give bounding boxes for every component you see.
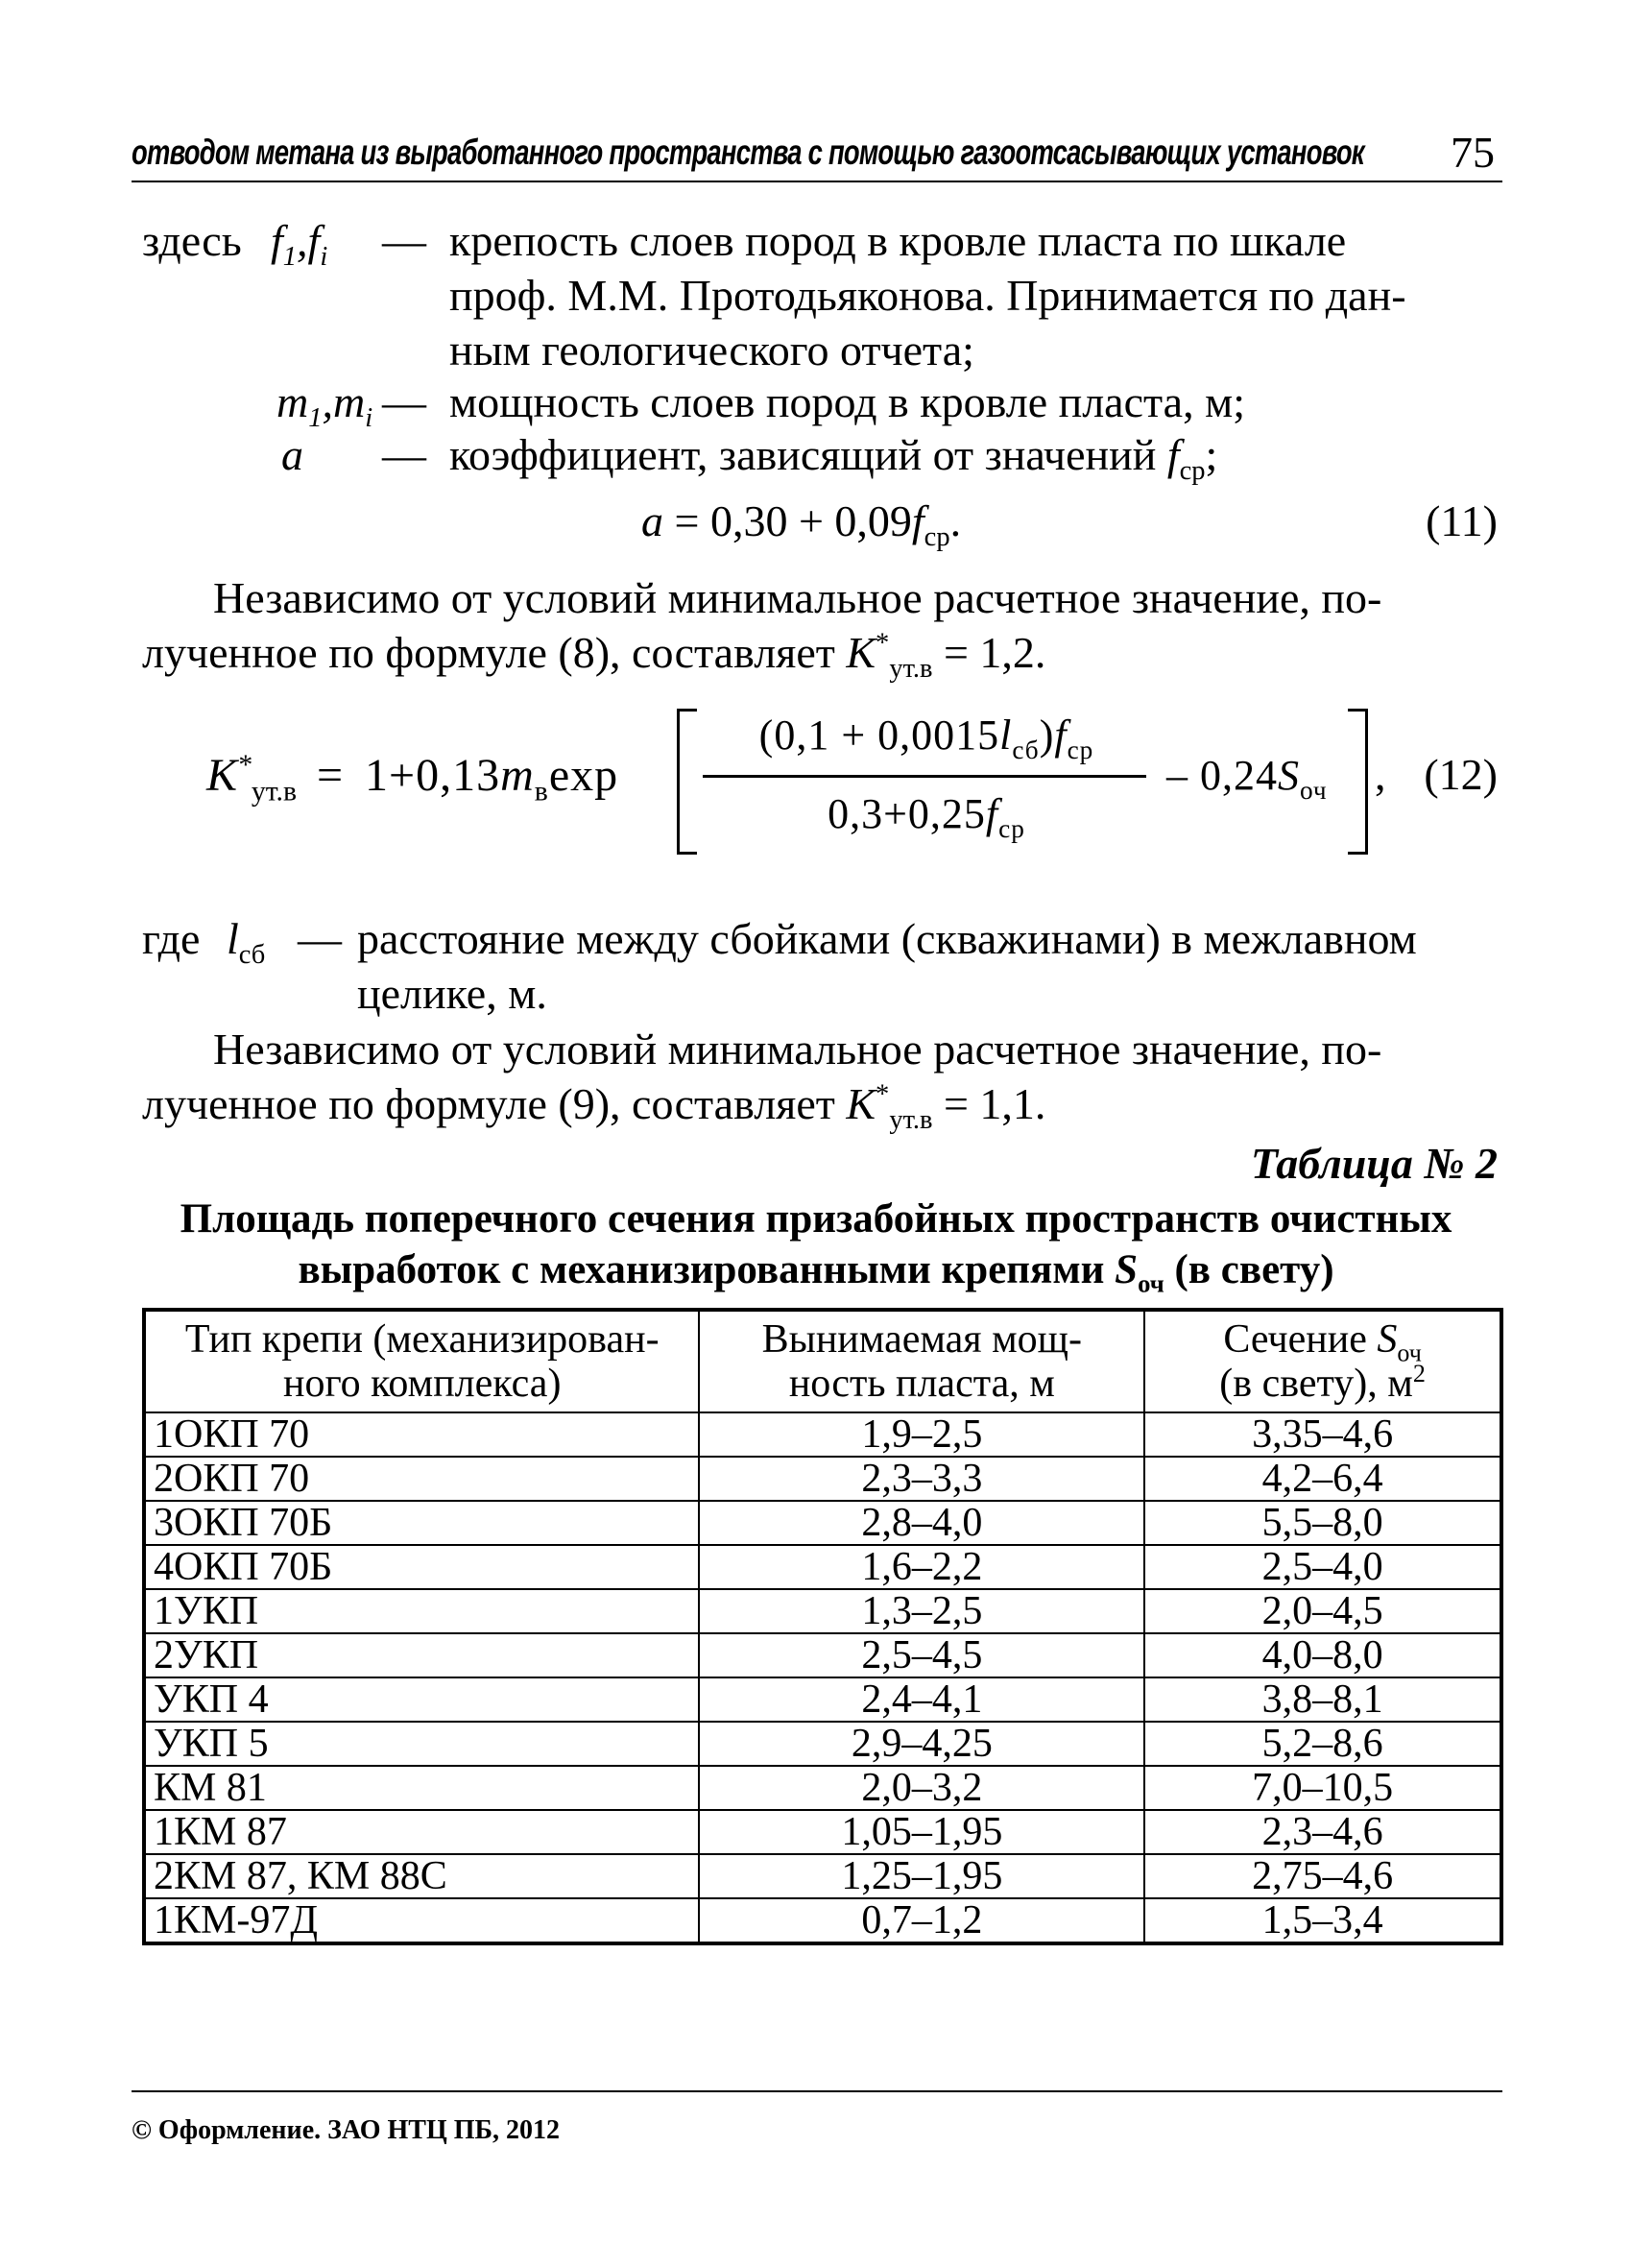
cell-thickness: 2,0–3,2 [699, 1766, 1144, 1810]
cell-thickness: 1,6–2,2 [699, 1545, 1144, 1589]
table-row [144, 1589, 1501, 1633]
formula-12-lhs: $K^*_{ут.в}$ [206, 749, 298, 808]
cell-thickness: 2,3–3,3 [699, 1457, 1144, 1501]
table-title-line: Площадь поперечного сечения призабойных пространств очистных [180, 1196, 1452, 1242]
cell-type: УКП 4 [144, 1677, 699, 1722]
cell-thickness: 2,5–4,5 [699, 1633, 1144, 1677]
formula-12-number: (12) [1424, 750, 1498, 799]
cell-thickness: 1,3–2,5 [699, 1589, 1144, 1633]
cell-section: 5,2–8,6 [1144, 1722, 1501, 1766]
footer-rule [132, 2090, 1502, 2092]
formula-12-minus-term: – $0,24S_{оч}$ [1166, 752, 1328, 805]
definition-dash: — [382, 377, 426, 426]
cell-type: 3ОКП 70Б [144, 1501, 699, 1545]
support-table [142, 1308, 1503, 1945]
column-header-section: Сечение $S_{оч}$ (в свету), $м^2$ [1144, 1310, 1501, 1412]
table-row [144, 1810, 1501, 1854]
formula-11-number: (11) [1426, 496, 1498, 545]
column-header-type: Тип крепи (механизирован- ного комплекса) [144, 1310, 699, 1412]
cell-thickness: 2,9–4,25 [699, 1722, 1144, 1766]
formula-12-tail: , [1375, 750, 1386, 799]
table-row [144, 1633, 1501, 1677]
formula-11 [0, 496, 1632, 553]
table-header-row [144, 1310, 1501, 1412]
cell-section: 3,8–8,1 [1144, 1677, 1501, 1722]
cell-type: 2УКП [144, 1633, 699, 1677]
definition-text-line: коэффициент, зависящий от значений $f_{ср}$; [449, 430, 1218, 487]
definition-text-line: крепость слоев пород в кровле пласта по шкале [449, 216, 1347, 265]
formula-12 [0, 691, 1632, 864]
column-header-thickness: Вынимаемая мощ- ность пласта, м [699, 1310, 1144, 1412]
right-bracket [1348, 709, 1368, 855]
table-row [144, 1457, 1501, 1501]
cell-section: 7,0–10,5 [1144, 1766, 1501, 1810]
formula-12-numerator: $(0,1 + 0,0015l_{сб})f_{ср}$ [758, 712, 1094, 764]
cell-type: 1ОКП 70 [144, 1412, 699, 1457]
definition-text-line: проф. М.М. Протодьяконова. Принимается по дан- [449, 271, 1406, 320]
cell-section: 4,0–8,0 [1144, 1633, 1501, 1677]
table-title-line: выработок с механизированными крепями $S_{оч}$ (в свету) [298, 1247, 1334, 1298]
cell-section: 2,5–4,0 [1144, 1545, 1501, 1589]
cell-thickness: 0,7–1,2 [699, 1898, 1144, 1943]
definition-symbol-l: $l_{сб}$ [227, 914, 266, 971]
cell-thickness: 2,4–4,1 [699, 1677, 1144, 1722]
cell-thickness: 2,8–4,0 [699, 1501, 1144, 1545]
table-row [144, 1766, 1501, 1810]
cell-thickness: 1,25–1,95 [699, 1854, 1144, 1898]
cell-section: 4,2–6,4 [1144, 1457, 1501, 1501]
definition-text-line: мощность слоев пород в кровле пласта, м; [449, 377, 1245, 426]
definition-lead-word: где [142, 914, 201, 963]
cell-type: 2ОКП 70 [144, 1457, 699, 1501]
definition-symbol-a: a [281, 430, 303, 479]
definition-dash: — [298, 914, 342, 963]
fraction-bar [703, 775, 1146, 778]
running-header [132, 125, 1502, 182]
cell-type: 1УКП [144, 1589, 699, 1633]
cell-type: КМ 81 [144, 1766, 699, 1810]
paragraph-2-line: Независимо от условий минимальное расчетное значение, по- [213, 1025, 1382, 1074]
table-row [144, 1722, 1501, 1766]
definition-text-line: ным геологического отчета; [449, 326, 974, 374]
table-row [144, 1501, 1501, 1545]
cell-thickness: 1,05–1,95 [699, 1810, 1144, 1854]
table-row [144, 1412, 1501, 1457]
definition-symbol-m: $m_1,m_i$ [276, 377, 373, 434]
paragraph-2-line: лученное по формуле (9), составляет $K^*_{ут.в} = 1,1$. [142, 1079, 1046, 1136]
definition-dash: — [382, 216, 426, 265]
copyright-footer: © Оформление. ЗАО НТЦ ПБ, 2012 [132, 2115, 561, 2145]
cell-type: 2КМ 87, КМ 88С [144, 1854, 699, 1898]
cell-type: 1КМ-97Д [144, 1898, 699, 1943]
definition-lead-word: здесь [142, 216, 242, 265]
running-header-text: отводом метана из выработанного пространства с помощью газоотсасывающих установок [132, 133, 1364, 172]
table-row [144, 1854, 1501, 1898]
cell-thickness: 1,9–2,5 [699, 1412, 1144, 1457]
cell-type: УКП 5 [144, 1722, 699, 1766]
definition-text-line: целике, м. [357, 969, 547, 1018]
cell-type: 4ОКП 70Б [144, 1545, 699, 1589]
definition-symbol-f: $f_1,f_i$ [271, 216, 328, 273]
cell-section: 2,0–4,5 [1144, 1589, 1501, 1633]
paragraph-1-line: Независимо от условий минимальное расчетное значение, по- [213, 573, 1382, 622]
table-row [144, 1898, 1501, 1943]
cell-section: 2,75–4,6 [1144, 1854, 1501, 1898]
table-row [144, 1677, 1501, 1722]
paragraph-1-line: лученное по формуле (8), составляет $K^*_{ут.в} = 1,2$. [142, 628, 1046, 685]
page-number: 75 [1451, 128, 1495, 177]
table-row [144, 1545, 1501, 1589]
formula-12-denominator: $0,3+0,25f_{ср}$ [828, 790, 1025, 843]
table-label: Таблица № 2 [1250, 1139, 1498, 1188]
cell-section: 5,5–8,0 [1144, 1501, 1501, 1545]
cell-section: 2,3–4,6 [1144, 1810, 1501, 1854]
left-bracket [677, 709, 697, 855]
formula-11-body: $a = 0,30 + 0,09f_{ср}$. [641, 496, 962, 553]
cell-section: 3,35–4,6 [1144, 1412, 1501, 1457]
cell-type: 1КМ 87 [144, 1810, 699, 1854]
formula-12-equals: = [317, 750, 344, 801]
definition-text-line: расстояние между сбойками (скважинами) в межлавном [357, 914, 1417, 963]
formula-12-core: $1+0,13m_в\exp$ [365, 750, 619, 808]
cell-section: 1,5–3,4 [1144, 1898, 1501, 1943]
definition-dash: — [382, 430, 426, 479]
